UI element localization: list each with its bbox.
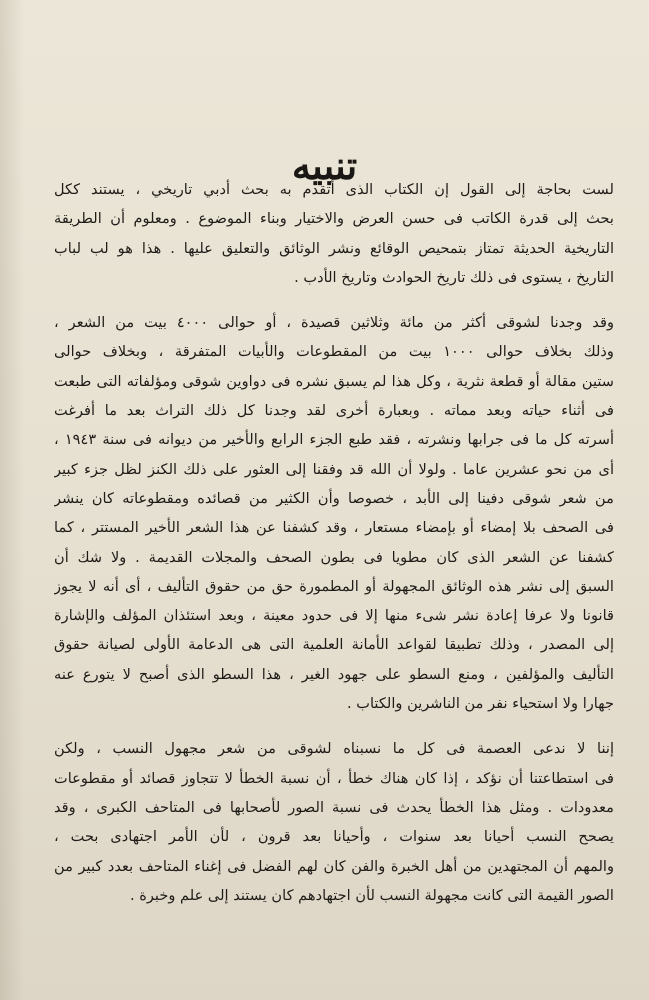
text-line: التأليف والمؤلفين ، ومنع السطو على جهود الغير ، هذا السطو الذى أصبح لا يتورع عنه [54,665,614,683]
body-text [54,175,614,910]
text-line: أسرته كل ما فى جرابها ونشرته ، فقد طبع الجزء الرابع والأخير من ديوانه فى سنة ١٩٤٣ ، [54,431,614,449]
text-line: وذلك بخلاف حوالى ١٠٠٠ بيت من المقطوعات والأبيات المتفرقة ، وبخلاف حوالى [54,343,614,361]
text-line: جهارا ولا استحياء نفر من الناشرين والكتاب . [346,695,614,713]
text-line: والمهم أن المجتهدين من أهل الخبرة والفن كان لهم الفضل فى إغناء المتاحف بعدد كبير من [54,857,614,875]
text-line: وقد وجدنا لشوقى أكثر من مائة وثلاثين قصيدة ، أو حوالى ٤٠٠٠ بيت من الشعر ، [54,314,614,332]
paragraph-2 [54,308,614,718]
text-line: التاريخية الحديثة تمتاز بتمحيص الوقائع ونشر الوثائق والتعليق عليها . هذا هو لب لباب [54,239,614,257]
text-line: كشفنا عن الشعر الذى كان مطويا فى بطون الصحف والمجلات القديمة . ولا شك أن [54,548,614,566]
text-line: إلى المصدر ، وذلك تطبيقا لقواعد الأمانة العلمية التى هى الدعامة الأولى لصيانة حقوق [54,636,614,654]
text-line: معدودات . ومثل هذا الخطأ يحدث فى نسبة الصور لأصحابها فى المتاحف الكبرى ، وقد [54,798,614,816]
text-line: فى استطاعتنا أن نؤكد ، إذا كان هناك خطأ ، أن نسبة الخطأ لا تتجاوز قصائد أو مقطوعات [54,769,614,787]
text-line: قانونا ولا عرفا إعادة نشر شىء منها إلا فى حدود معينة ، وبعد استئذان المؤلف والإشارة [54,607,614,625]
text-line: إننا لا ندعى العصمة فى كل ما نسبناه لشوقى من شعر مجهول النسب ، ولكن [54,740,614,758]
text-line: الصور القيمة التى كانت مجهولة النسب لأن اجتهادهم كان يستند إلى علم وخبرة . [129,886,614,904]
paragraph-1 [54,175,614,292]
text-line: ستين مقالة أو قطعة نثرية ، وكل هذا لم يسبق نشره فى دواوين شوقى ومؤلفاته التى طبعت [54,372,614,390]
paragraph-3 [54,734,614,910]
text-line: بحث إلى قدرة الكاتب فى حسن العرض والاختيار وبناء الموضوع . ومعلوم أن الطريقة [54,210,614,228]
page-title: تنبيه [291,143,358,189]
text-line: فى أثناء حياته وبعد مماته . وبعبارة أخرى لقد وجدنا كل ذلك التراث بعد ما أفرغت [54,402,614,420]
text-line: فى الصحف بلا إمضاء أو بإمضاء مستعار ، وقد كشفنا عن هذا الشعر الأخير المستتر ، كما [54,519,614,537]
text-line: يصحح النسب أحيانا بعد سنوات ، وأحيانا بعد قرون ، لأن الأمر اجتهادى بحت ، [54,828,614,846]
text-line: لست بحاجة إلى القول إن الكتاب الذى أتقدم به بحث أدبي تاريخي ، يستند ككل [54,181,614,198]
text-line: التاريخ ، يستوى فى ذلك تاريخ الحوادث وتاريخ الأدب . [294,268,614,286]
text-line: من شعر شوقى دفينا إلى الأبد ، خصوصا وأن الكثير من قصائده ومقطوعاته كان ينشر [54,489,614,507]
text-line: أى من نحو عشرين عاما . ولولا أن الله قد وفقنا إلى العثور على ذلك الكنز لظل جزء كبير [54,460,614,478]
text-line: السبق إلى نشر هذه الوثائق المجهولة أو المطمورة حق من حقوق التأليف ، أى أنه لا يجوز [54,577,614,595]
